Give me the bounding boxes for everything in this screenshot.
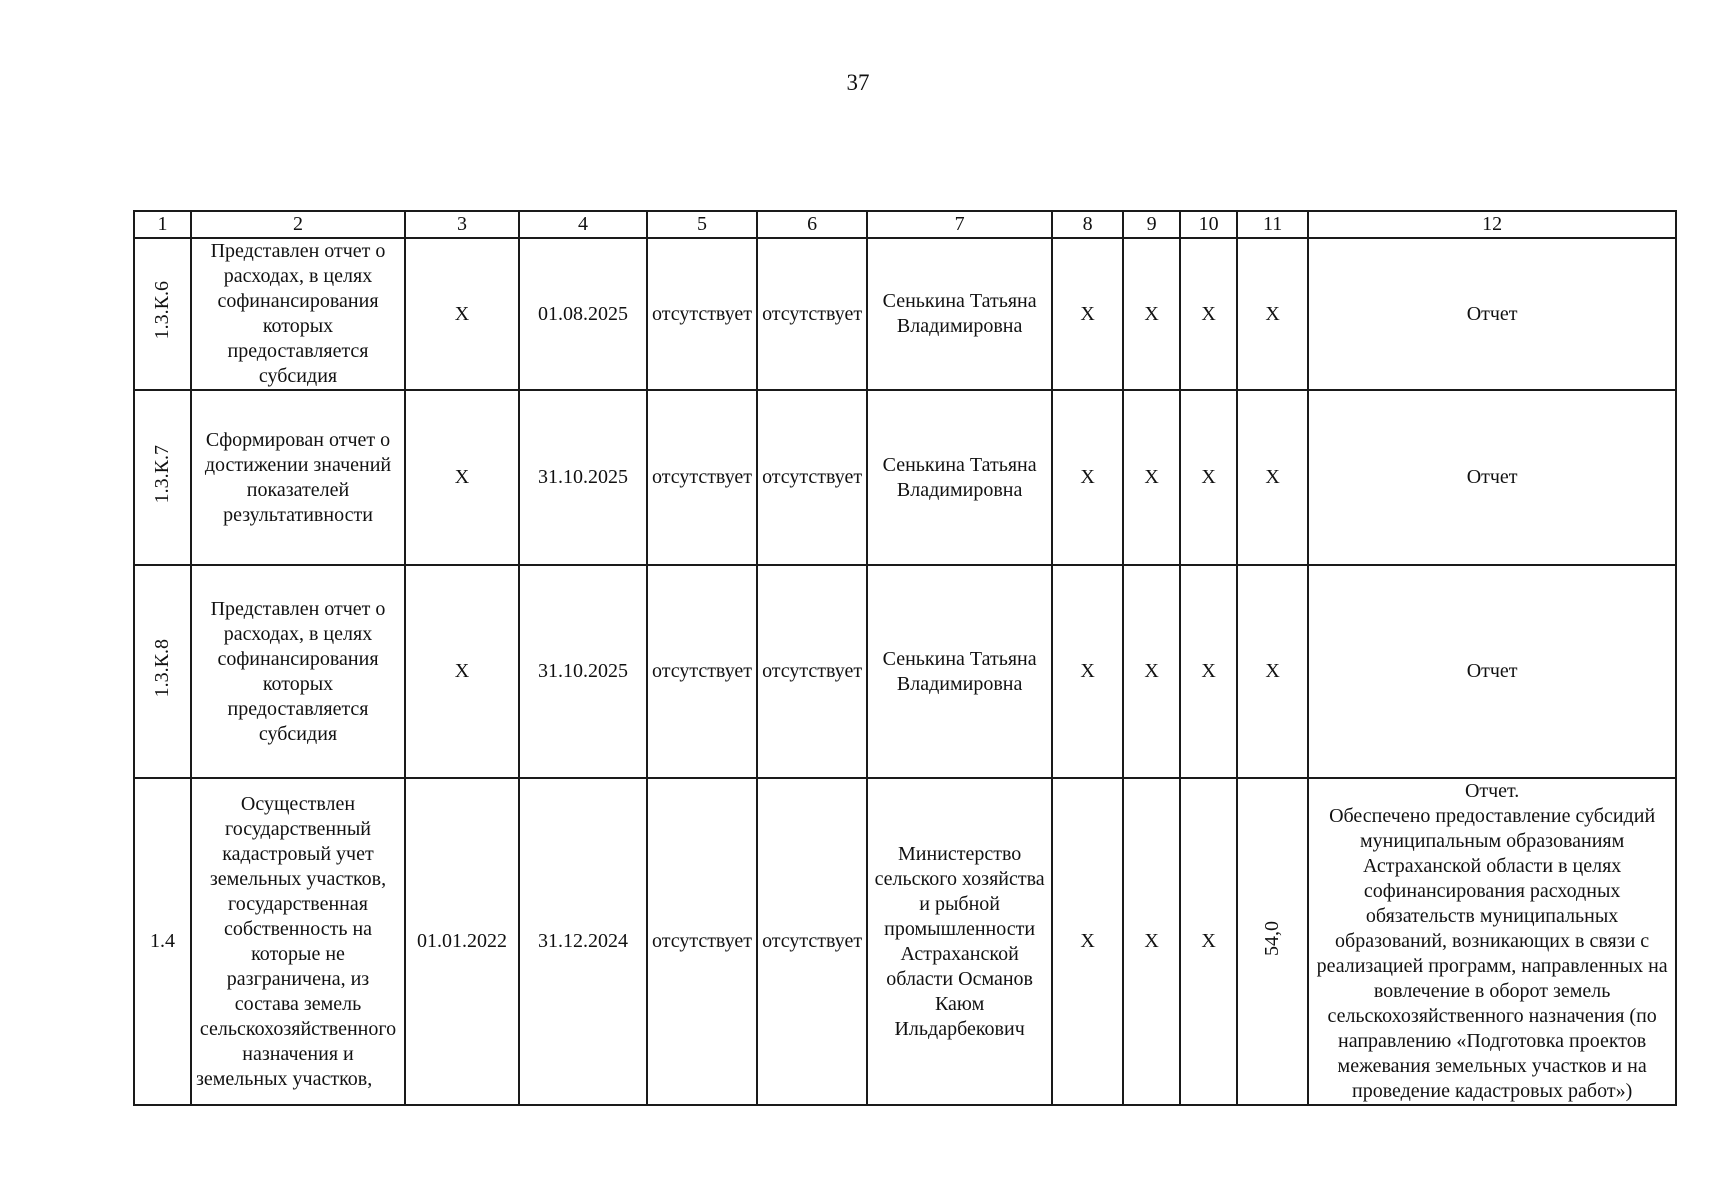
table-row xyxy=(134,778,1676,1105)
col8-value: X xyxy=(1052,238,1123,390)
plan-table xyxy=(133,210,1677,1106)
end-date: 01.08.2025 xyxy=(519,238,647,390)
end-date: 31.10.2025 xyxy=(519,565,647,778)
col8-value: X xyxy=(1052,778,1123,1105)
start-date: X xyxy=(405,238,519,390)
header-cell: 11 xyxy=(1237,211,1308,238)
predecessor: отсутствует xyxy=(647,565,757,778)
col11-value: X xyxy=(1237,565,1308,778)
col9-value: X xyxy=(1123,565,1180,778)
event-name: Представлен отчет о расходах, в целях софинансирования которых предоставляется субсидия xyxy=(191,238,405,390)
row-number: 1.4 xyxy=(134,778,191,1105)
header-cell: 9 xyxy=(1123,211,1180,238)
col8-value: X xyxy=(1052,390,1123,565)
header-cell: 8 xyxy=(1052,211,1123,238)
col9-value: X xyxy=(1123,238,1180,390)
col11-value: X xyxy=(1237,238,1308,390)
col10-value: X xyxy=(1180,778,1237,1105)
row-number: 1.3.К.8 xyxy=(151,638,173,698)
predecessor: отсутствует xyxy=(647,778,757,1105)
header-cell: 2 xyxy=(191,211,405,238)
row-number-cell xyxy=(134,238,191,390)
page-number: 37 xyxy=(846,70,870,95)
result-description: Отчет xyxy=(1308,390,1676,565)
col8-value: X xyxy=(1052,565,1123,778)
col11-value: X xyxy=(1237,390,1308,565)
table-row xyxy=(134,390,1676,565)
col9-value: X xyxy=(1123,778,1180,1105)
col10-value: X xyxy=(1180,238,1237,390)
predecessor: отсутствует xyxy=(647,390,757,565)
header-cell: 12 xyxy=(1308,211,1676,238)
end-date: 31.12.2024 xyxy=(519,778,647,1105)
result-title: Отчет. xyxy=(1464,780,1520,802)
header-cell: 6 xyxy=(757,211,867,238)
col9-value: X xyxy=(1123,390,1180,565)
predecessor: отсутствует xyxy=(647,238,757,390)
row-number: 1.3.К.6 xyxy=(151,281,173,340)
successor: отсутствует xyxy=(757,238,867,390)
header-cell: 10 xyxy=(1180,211,1237,238)
result-description: Обеспечено предоставление субсидий муниципальным образованиям Астраханской области в целях софинансирования расходных обязательств муниципальных образований, возникающих в связи с реализацией программ, направленных на вовлечение в оборот земель сельскохозяйственного назначения (по направлению «Подготовка проектов межевания земельных участков и на проведение кадастровых работ») xyxy=(1316,805,1668,1102)
header-cell: 7 xyxy=(867,211,1052,238)
successor: отсутствует xyxy=(757,565,867,778)
row-number-cell xyxy=(134,390,191,565)
header-cell: 1 xyxy=(134,211,191,238)
table-row xyxy=(134,238,1676,390)
header-cell: 3 xyxy=(405,211,519,238)
responsible: Сенькина Татьяна Владимировна xyxy=(867,390,1052,565)
header-row xyxy=(134,211,1676,238)
result-description: Отчет xyxy=(1308,238,1676,390)
result-description: Отчет xyxy=(1308,565,1676,778)
col10-value: X xyxy=(1180,390,1237,565)
responsible: Сенькина Татьяна Владимировна xyxy=(867,238,1052,390)
col10-value: X xyxy=(1180,565,1237,778)
col11-value: 54,0 xyxy=(1261,920,1284,956)
start-date: 01.01.2022 xyxy=(405,778,519,1105)
row-number-cell xyxy=(134,565,191,778)
header-cell: 5 xyxy=(647,211,757,238)
responsible: Сенькина Татьяна Владимировна xyxy=(867,565,1052,778)
result-cell xyxy=(1308,778,1676,1105)
event-name: Сформирован отчет о достижении значений показателей результативности xyxy=(191,390,405,565)
start-date: X xyxy=(405,565,519,778)
successor: отсутствует xyxy=(757,778,867,1105)
successor: отсутствует xyxy=(757,390,867,565)
responsible: Министерство сельского хозяйства и рыбной промышленности Астраханской области Османов Каюм Ильдарбекович xyxy=(867,778,1052,1105)
event-name: Представлен отчет о расходах, в целях софинансирования которых предоставляется субсидия xyxy=(191,565,405,778)
col11-cell xyxy=(1237,778,1308,1105)
event-name: Осуществлен государственный кадастровый учет земельных участков, государственная собственность на которые не разграничена, из состава земель сельскохозяйственного назначения и земельных участков, xyxy=(191,778,405,1105)
row-number: 1.3.К.7 xyxy=(151,444,173,504)
end-date: 31.10.2025 xyxy=(519,390,647,565)
table-row xyxy=(134,565,1676,778)
header-cell: 4 xyxy=(519,211,647,238)
start-date: X xyxy=(405,390,519,565)
